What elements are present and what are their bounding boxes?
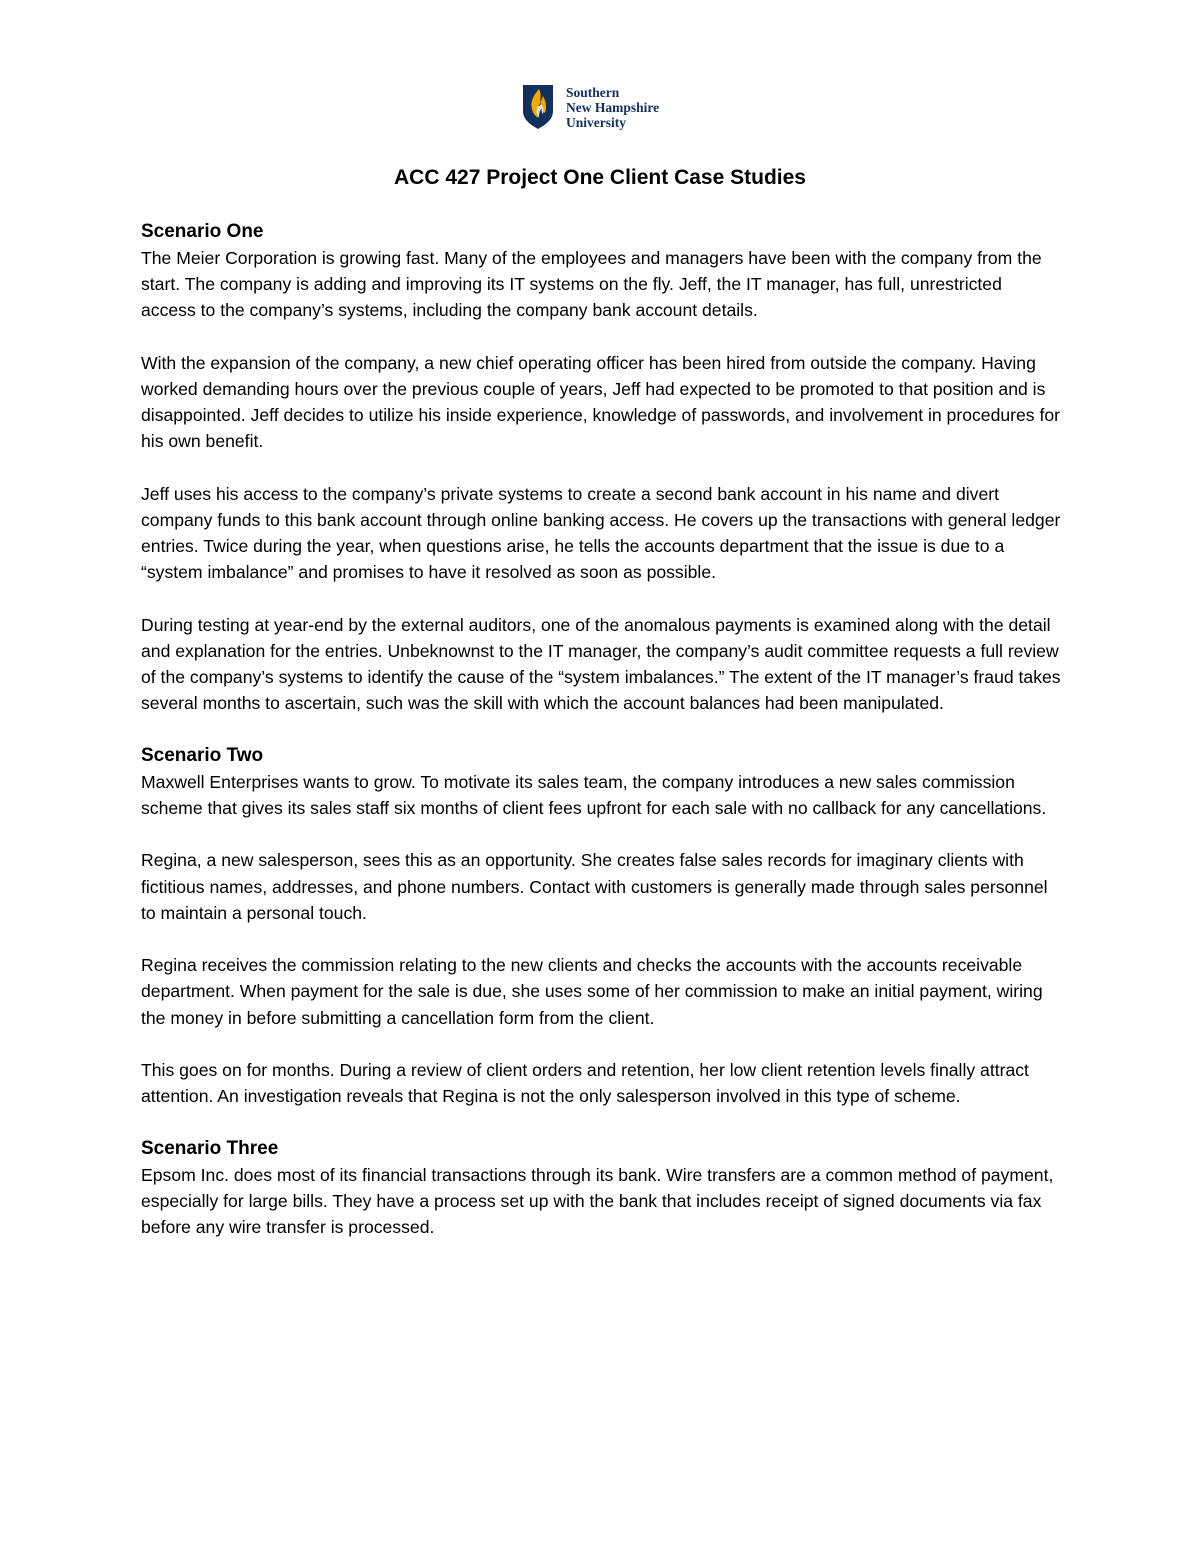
scenario-one-paragraph-2: With the expansion of the company, a new chief operating officer has been hired from outside the company. Having worked demanding hours over the previous couple of years, Jeff had expected to be promoted to that position and is disappointed. Jeff decides to utilize his inside experience, knowledge of passwords, and involvement in procedures for his own benefit. bbox=[141, 352, 1060, 452]
scenario-two-paragraph-2: Regina, a new salesperson, sees this as an opportunity. She creates false sales records for imaginary clients with fictitious names, addresses, and phone numbers. Contact with customers is generally made through sales personnel to maintain a personal touch. bbox=[141, 850, 1048, 923]
scenario-one-section bbox=[141, 219, 1061, 743]
logo-line-2: New Hampshire bbox=[566, 100, 660, 115]
scenario-one-paragraph-3: Jeff uses his access to the company’s private systems to create a second bank account in his name and divert company funds to this bank account through online banking access. He covers up the transactions with general ledger entries. Twice during the year, when questions arise, he tells the accounts department that the issue is due to a “system imbalance” and promises to have it resolved as soon as possible. bbox=[141, 483, 1061, 583]
scenario-two-paragraph-1: Maxwell Enterprises wants to grow. To motivate its sales team, the company introduces a new sales commission scheme that gives its sales staff six months of client fees upfront for each sale with no callback for any cancellations. bbox=[141, 771, 1047, 818]
scenario-three-heading: Scenario Three bbox=[141, 1137, 279, 1159]
scenario-two-heading: Scenario Two bbox=[141, 744, 264, 766]
university-logo bbox=[522, 84, 659, 132]
scenario-two-paragraph-3: Regina receives the commission relating to the new clients and checks the accounts with the accounts receivable department. When payment for the sale is due, she uses some of her commission to make an initial payment, wiring the money in before submitting a cancellation form from the client. bbox=[141, 955, 1043, 1028]
logo-line-1: Southern bbox=[566, 85, 620, 100]
scenario-one-paragraph-4: During testing at year-end by the external auditors, one of the anomalous payments is examined along with the detail and explanation for the entries. Unbeknownst to the IT manager, the company’s audit committee requests a full review of the company’s systems to identify the cause of the “system imbalances.” The extent of the IT manager’s fraud takes several months to ascertain, such was the skill with which the account balances had been manipulated. bbox=[141, 614, 1061, 714]
document-title: ACC 427 Project One Client Case Studies bbox=[394, 166, 806, 189]
document-body bbox=[141, 219, 1061, 1240]
scenario-one-paragraph-1: The Meier Corporation is growing fast. Many of the employees and managers have been with the company from the start. The company is adding and improving its IT systems on the fly. Jeff, the IT manager, has full, unrestricted access to the company’s systems, including the company bank account details. bbox=[141, 248, 1042, 321]
scenario-two-paragraph-4: This goes on for months. During a review of client orders and retention, her low client retention levels finally attract attention. An investigation reveals that Regina is not the only salesperson involved in this type of scheme. bbox=[141, 1059, 1029, 1107]
scenario-three-paragraph-1: Epsom Inc. does most of its financial transactions through its bank. Wire transfers are a common method of payment, especially for large bills. They have a process set up with the bank that includes receipt of signed documents via fax before any wire transfer is processed. bbox=[141, 1164, 1054, 1237]
shield-flame-icon bbox=[522, 84, 554, 130]
scenario-one-heading: Scenario One bbox=[141, 221, 264, 242]
scenario-three-section bbox=[141, 1136, 1061, 1241]
logo-wordmark bbox=[566, 85, 659, 130]
scenario-two-section bbox=[141, 743, 1061, 1136]
logo-line-3: University bbox=[566, 115, 626, 130]
